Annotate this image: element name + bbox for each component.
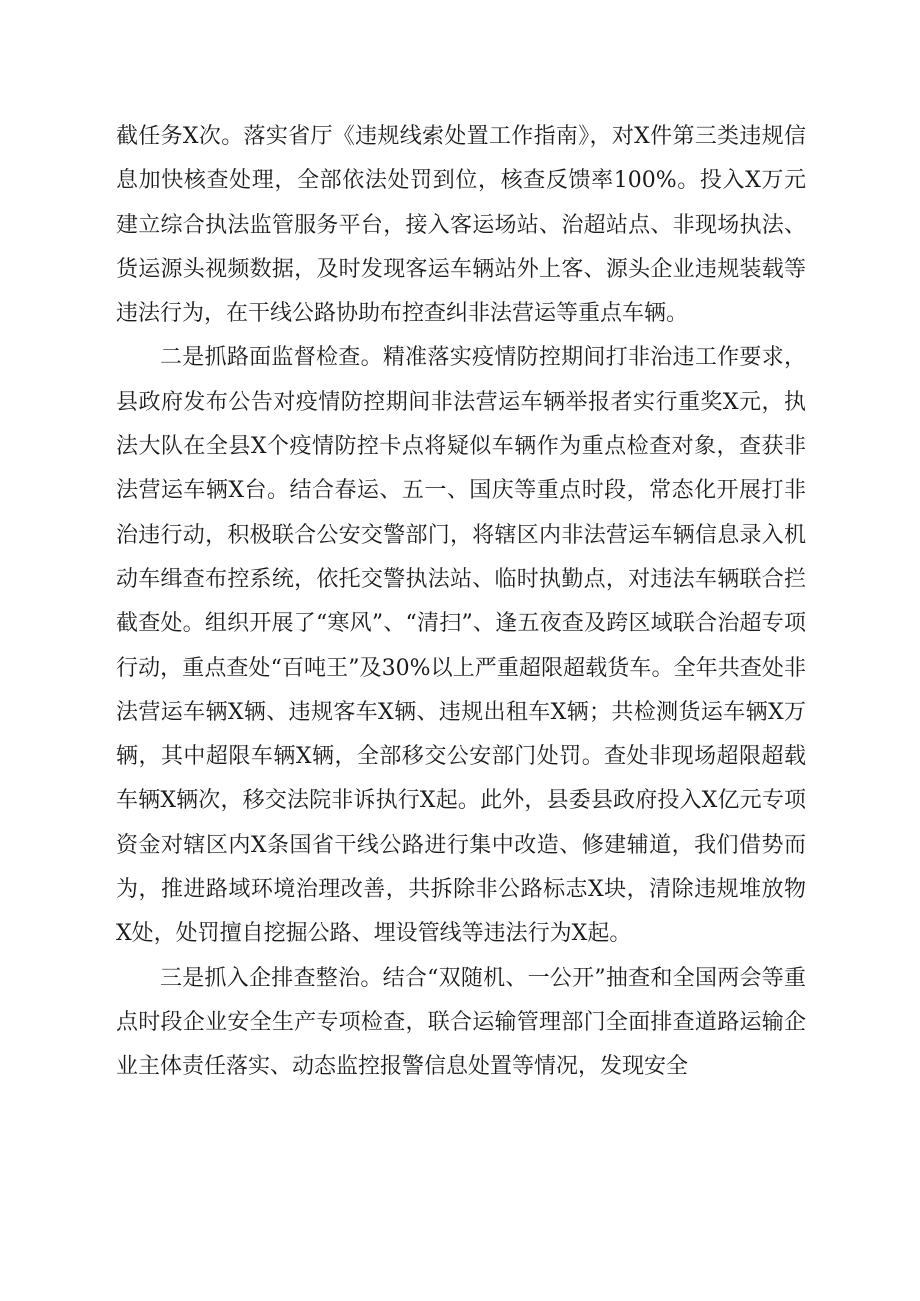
paragraph-1: 截任务X次。落实省厅《违规线索处置工作指南》，对X件第三类违规信息加快核查处理，全部依法处罚到位，核查反馈率100%。投入X万元建立综合执法监管服务平台，接入客运场站、治超站点、非现场执法、货运源头视频数据，及时发现客运车辆站外上客、源头企业违规装载等违法行为，在干线公路协助布控查纠非法营运等重点车辆。 [116, 124, 806, 327]
document-body [116, 115, 806, 1090]
paragraph-2: 二是抓路面监督检查。精准落实疫情防控期间打非治违工作要求，县政府发布公告对疫情防控期间非法营运车辆举报者实行重奖X元，执法大队在全县X个疫情防控卡点将疑似车辆作为重点检查对象，查获非法营运车辆X台。结合春运、五一、国庆等重点时段，常态化开展打非治违行动，积极联合公安交警部门，将辖区内非法营运车辆信息录入机动车缉查布控系统，依托交警执法站、临时执勤点，对违法车辆联合拦截查处。组织开展了“寒风”、“清扫”、逢五夜查及跨区域联合治超专项行动，重点查处“百吨王”及30%以上严重超限超载货车。全年共查处非法营运车辆X辆、违规客车X辆、违规出租车X辆；共检测货运车辆X万辆，其中超限车辆X辆，全部移交公安部门处罚。查处非现场超限超载车辆X辆次，移交法院非诉执行X起。此外，县委县政府投入X亿元专项资金对辖区内X条国省干线公路进行集中改造、修建辅道，我们借势而为，推进路域环境治理改善，共拆除非公路标志X块，清除违规堆放物X处，处罚擅自挖掘公路、埋设管线等违法行为X起。 [116, 345, 806, 947]
paragraph-3: 三是抓入企排查整治。结合“双随机、一公开”抽查和全国两会等重点时段企业安全生产专项检查，联合运输管理部门全面排查道路运输企业主体责任落实、动态监控报警信息处置等情况，发现安全 [116, 965, 806, 1080]
